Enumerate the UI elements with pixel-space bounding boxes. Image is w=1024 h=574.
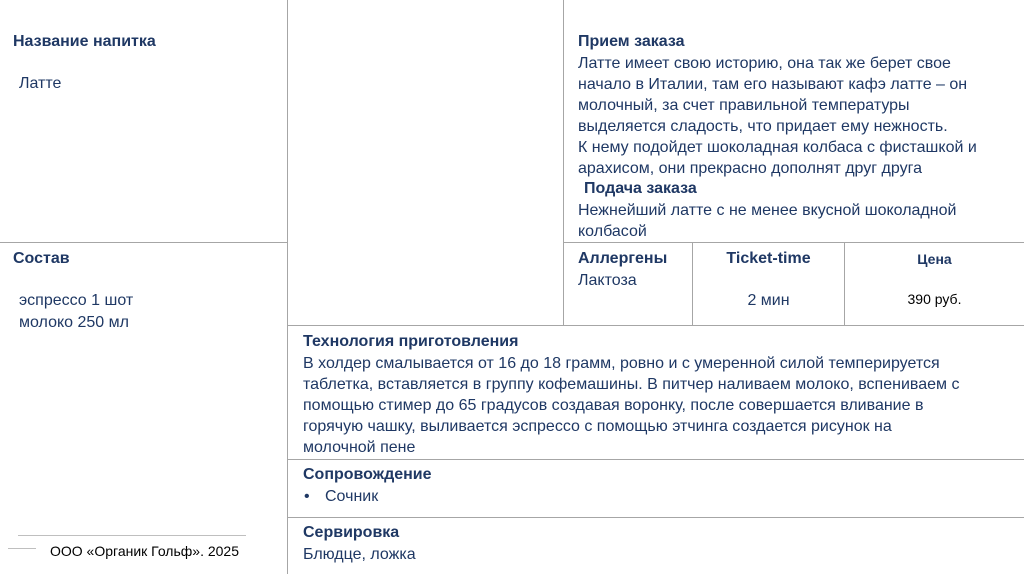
- technology-line: молочной пене: [303, 439, 416, 456]
- accompaniment-item: Сочник: [325, 488, 379, 505]
- footer-rule-lower: [8, 548, 36, 549]
- technology-line: таблетка, вставляется в группу кофемашины. В питчер наливаем молоко, вспениваем с: [303, 376, 960, 393]
- order-intake-line: молочный, за счет правильной температуры: [578, 97, 910, 114]
- technology-line: В холдер смалывается от 16 до 18 грамм, ровно и с умеренной силой темперируется: [303, 355, 940, 372]
- order-intake-heading: Прием заказа: [578, 33, 685, 50]
- allergens-heading: Аллергены: [578, 250, 668, 267]
- composition-heading: Состав: [13, 250, 70, 267]
- grid-line-horizontal-technology: [287, 325, 1024, 326]
- order-intake-line: арахисом, они прекрасно дополнят друг друга: [578, 160, 922, 177]
- grid-line-vertical-middle: [563, 0, 564, 325]
- drink-name-value: Латте: [19, 75, 62, 92]
- order-intake-line: начало в Италии, там его называют кафэ латте – он: [578, 76, 968, 93]
- footer-rule: [18, 535, 246, 536]
- technology-line: горячую чашку, выливается эспрессо с помощью этчинга создается рисунок на: [303, 418, 892, 435]
- ticket-time-value: 2 мин: [747, 292, 790, 309]
- composition-item: молоко 250 мл: [19, 314, 129, 331]
- serving-order-line: колбасой: [578, 223, 647, 240]
- technology-heading: Технология приготовления: [303, 333, 519, 350]
- technology-line: помощью стимер до 65 градусов создавая воронку, после совершается вливание в: [303, 397, 924, 414]
- ticket-time-heading: Ticket-time: [726, 250, 811, 267]
- price-value: 390 руб.: [907, 291, 962, 307]
- grid-line-horizontal-right-top: [563, 242, 1024, 243]
- footer-copyright: ООО «Органик Гольф». 2025: [50, 543, 239, 559]
- serving-order-line: Нежнейший латте с не менее вкусной шоколадной: [578, 202, 957, 219]
- order-intake-line: К нему подойдет шоколадная колбаса с фисташкой и: [578, 139, 977, 156]
- composition-item: эспрессо 1 шот: [19, 292, 134, 309]
- grid-line-horizontal-left: [0, 242, 287, 243]
- order-intake-line: выделяется сладость, что придает ему нежность.: [578, 118, 948, 135]
- price-heading: Цена: [917, 251, 952, 267]
- accompaniment-bullet: •: [304, 488, 310, 505]
- serving-value: Блюдце, ложка: [303, 546, 416, 563]
- accompaniment-heading: Сопровождение: [303, 466, 432, 483]
- drink-name-heading: Название напитка: [13, 33, 156, 50]
- grid-line-horizontal-accompaniment: [287, 459, 1024, 460]
- serving-order-heading: Подача заказа: [584, 180, 697, 197]
- grid-line-vertical-left: [287, 0, 288, 574]
- serving-heading: Сервировка: [303, 524, 400, 541]
- order-intake-line: Латте имеет свою историю, она так же берет свое: [578, 55, 951, 72]
- grid-line-horizontal-serving: [287, 517, 1024, 518]
- allergens-value: Лактоза: [578, 272, 637, 289]
